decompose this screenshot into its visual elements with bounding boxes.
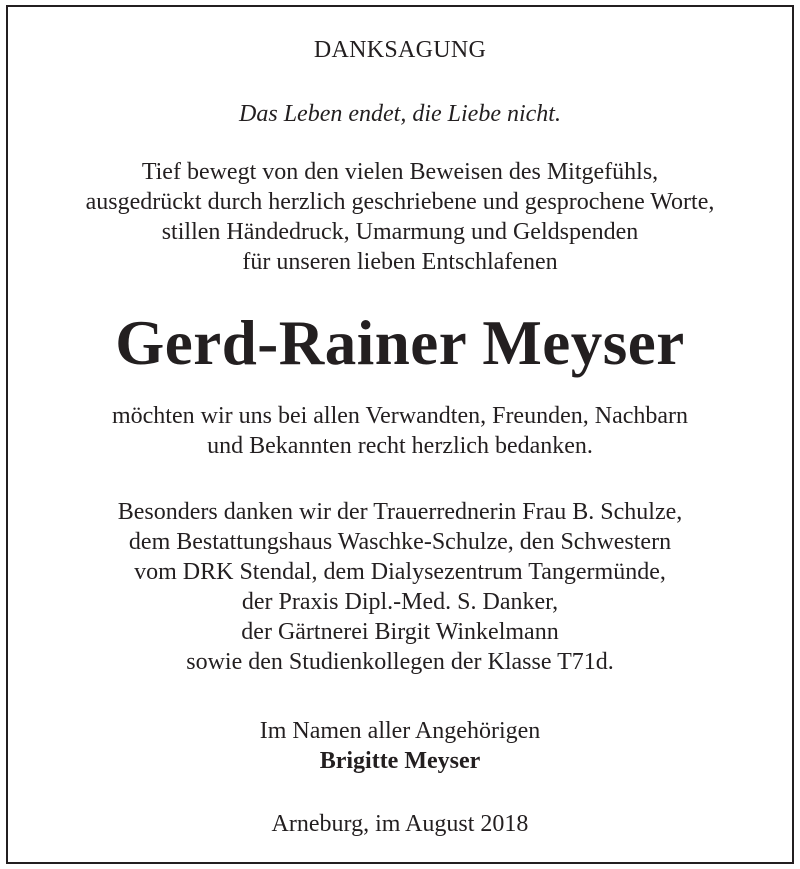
intro-line: Tief bewegt von den vielen Beweisen des Mitgefühls, bbox=[141, 159, 659, 185]
special-thanks-paragraph bbox=[8, 497, 792, 677]
intro-line: ausgedrückt durch herzlich geschriebene und gesprochene Worte, bbox=[85, 189, 715, 215]
special-thanks-line: der Praxis Dipl.-Med. S. Danker, bbox=[241, 589, 559, 615]
deceased-name: Gerd-Rainer Meyser bbox=[115, 308, 685, 378]
signer-name: Brigitte Meyser bbox=[319, 748, 481, 774]
intro-paragraph bbox=[8, 157, 792, 277]
thanks-line: möchten wir uns bei allen Verwandten, Freunden, Nachbarn bbox=[111, 403, 689, 429]
special-thanks-line: der Gärtnerei Birgit Winkelmann bbox=[241, 619, 559, 645]
special-thanks-line: dem Bestattungshaus Waschke-Schulze, den Schwestern bbox=[128, 529, 672, 555]
special-thanks-line: Besonders danken wir der Trauerrednerin Frau B. Schulze, bbox=[117, 499, 683, 525]
thanks-paragraph bbox=[8, 401, 792, 461]
signoff-line: Im Namen aller Angehörigen bbox=[259, 718, 541, 744]
obituary-notice bbox=[6, 5, 794, 864]
signoff-block bbox=[8, 716, 792, 776]
notice-heading: DANKSAGUNG bbox=[313, 37, 487, 63]
motto: Das Leben endet, die Liebe nicht. bbox=[239, 101, 561, 127]
intro-line: für unseren lieben Entschlafenen bbox=[242, 249, 558, 275]
intro-line: stillen Händedruck, Umarmung und Geldspenden bbox=[161, 219, 639, 245]
thanks-line: und Bekannten recht herzlich bedanken. bbox=[207, 433, 593, 459]
special-thanks-line: sowie den Studienkollegen der Klasse T71d. bbox=[186, 649, 614, 675]
place-date: Arneburg, im August 2018 bbox=[271, 811, 529, 837]
special-thanks-line: vom DRK Stendal, dem Dialysezentrum Tangermünde, bbox=[134, 559, 666, 585]
